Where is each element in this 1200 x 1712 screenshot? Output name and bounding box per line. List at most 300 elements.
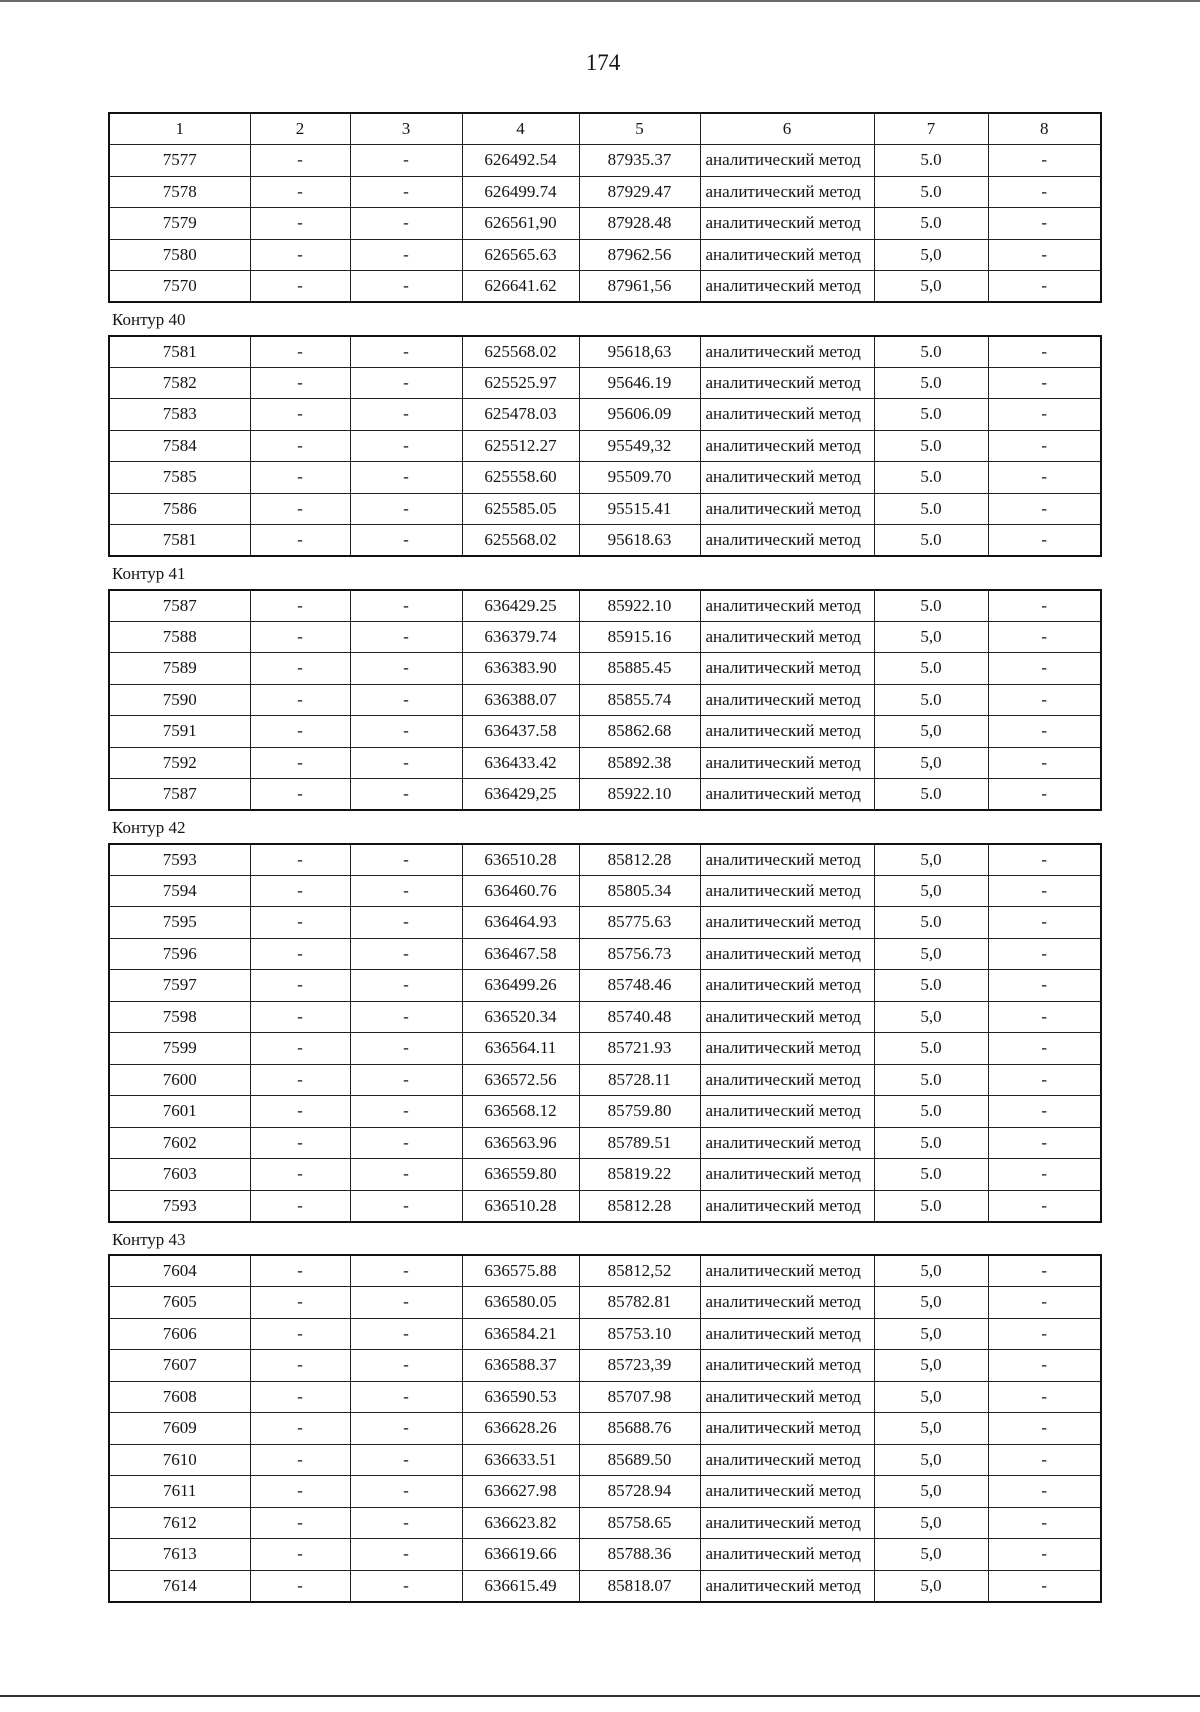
col2-cell: -	[250, 1413, 350, 1445]
accuracy-cell: 5.0	[874, 145, 988, 177]
y-coordinate-cell: 85819.22	[579, 1159, 700, 1191]
method-cell: аналитический метод	[700, 462, 874, 494]
col8-cell: -	[988, 907, 1101, 939]
col2-cell: -	[250, 493, 350, 525]
col3-cell: -	[350, 1350, 462, 1382]
table-row	[109, 1001, 1101, 1033]
table-row	[109, 399, 1101, 431]
col2-cell: -	[250, 367, 350, 399]
accuracy-cell: 5.0	[874, 653, 988, 685]
col8-cell: -	[988, 621, 1101, 653]
col2-cell: -	[250, 844, 350, 876]
y-coordinate-cell: 85922.10	[579, 779, 700, 811]
col8-cell: -	[988, 399, 1101, 431]
accuracy-cell: 5.0	[874, 970, 988, 1002]
accuracy-cell: 5.0	[874, 336, 988, 368]
col3-cell: -	[350, 1413, 462, 1445]
x-coordinate-cell: 636520.34	[462, 1001, 579, 1033]
point-number-cell: 7584	[109, 430, 250, 462]
method-cell: аналитический метод	[700, 176, 874, 208]
x-coordinate-cell: 626499.74	[462, 176, 579, 208]
x-coordinate-cell: 625525.97	[462, 367, 579, 399]
scan-edge-line-top	[0, 0, 1200, 2]
col3-cell: -	[350, 747, 462, 779]
col8-cell: -	[988, 844, 1101, 876]
accuracy-cell: 5,0	[874, 1001, 988, 1033]
y-coordinate-cell: 85775.63	[579, 907, 700, 939]
method-cell: аналитический метод	[700, 1507, 874, 1539]
accuracy-cell: 5,0	[874, 1507, 988, 1539]
method-cell: аналитический метод	[700, 1318, 874, 1350]
header-row	[109, 113, 1101, 145]
col8-cell: -	[988, 875, 1101, 907]
point-number-cell: 7614	[109, 1570, 250, 1602]
point-number-cell: 7585	[109, 462, 250, 494]
col8-cell: -	[988, 1507, 1101, 1539]
accuracy-cell: 5,0	[874, 1444, 988, 1476]
table-row	[109, 907, 1101, 939]
col8-cell: -	[988, 590, 1101, 622]
x-coordinate-cell: 625585.05	[462, 493, 579, 525]
table-row	[109, 938, 1101, 970]
table-row	[109, 653, 1101, 685]
col3-cell: -	[350, 1033, 462, 1065]
col2-cell: -	[250, 875, 350, 907]
y-coordinate-cell: 85915.16	[579, 621, 700, 653]
col8-cell: -	[988, 1255, 1101, 1287]
x-coordinate-cell: 636429.25	[462, 590, 579, 622]
table-row	[109, 590, 1101, 622]
point-number-cell: 7587	[109, 590, 250, 622]
col2-cell: -	[250, 145, 350, 177]
table-row	[109, 684, 1101, 716]
accuracy-cell: 5,0	[874, 1255, 988, 1287]
col2-cell: -	[250, 1127, 350, 1159]
point-number-cell: 7604	[109, 1255, 250, 1287]
method-cell: аналитический метод	[700, 1096, 874, 1128]
col8-cell: -	[988, 970, 1101, 1002]
x-coordinate-cell: 626641.62	[462, 271, 579, 303]
method-cell: аналитический метод	[700, 907, 874, 939]
col3-cell: -	[350, 430, 462, 462]
point-number-cell: 7608	[109, 1381, 250, 1413]
col3-cell: -	[350, 907, 462, 939]
y-coordinate-cell: 85748.46	[579, 970, 700, 1002]
y-coordinate-cell: 85759.80	[579, 1096, 700, 1128]
col8-cell: -	[988, 1001, 1101, 1033]
table-row	[109, 367, 1101, 399]
col2-cell: -	[250, 590, 350, 622]
col2-cell: -	[250, 970, 350, 1002]
col2-cell: -	[250, 525, 350, 557]
method-cell: аналитический метод	[700, 1255, 874, 1287]
col3-cell: -	[350, 271, 462, 303]
point-number-cell: 7596	[109, 938, 250, 970]
x-coordinate-cell: 636590.53	[462, 1381, 579, 1413]
method-cell: аналитический метод	[700, 1033, 874, 1065]
point-number-cell: 7586	[109, 493, 250, 525]
y-coordinate-cell: 85892.38	[579, 747, 700, 779]
method-cell: аналитический метод	[700, 779, 874, 811]
y-coordinate-cell: 85707.98	[579, 1381, 700, 1413]
x-coordinate-cell: 636467.58	[462, 938, 579, 970]
col8-cell: -	[988, 1413, 1101, 1445]
point-number-cell: 7589	[109, 653, 250, 685]
y-coordinate-cell: 87929.47	[579, 176, 700, 208]
col3-cell: -	[350, 1570, 462, 1602]
col3-cell: -	[350, 1381, 462, 1413]
col2-cell: -	[250, 1539, 350, 1571]
col8-cell: -	[988, 938, 1101, 970]
col8-cell: -	[988, 462, 1101, 494]
point-number-cell: 7610	[109, 1444, 250, 1476]
x-coordinate-cell: 636619.66	[462, 1539, 579, 1571]
point-number-cell: 7602	[109, 1127, 250, 1159]
y-coordinate-cell: 85788.36	[579, 1539, 700, 1571]
x-coordinate-cell: 636510.28	[462, 844, 579, 876]
col2-cell: -	[250, 747, 350, 779]
col8-cell: -	[988, 779, 1101, 811]
accuracy-cell: 5.0	[874, 525, 988, 557]
col2-cell: -	[250, 1033, 350, 1065]
point-number-cell: 7590	[109, 684, 250, 716]
point-number-cell: 7582	[109, 367, 250, 399]
contour-label: Контур 42	[112, 818, 186, 837]
col2-cell: -	[250, 462, 350, 494]
col2-cell: -	[250, 1350, 350, 1382]
point-number-cell: 7597	[109, 970, 250, 1002]
col3-cell: -	[350, 1159, 462, 1191]
col2-cell: -	[250, 716, 350, 748]
accuracy-cell: 5,0	[874, 938, 988, 970]
col8-cell: -	[988, 145, 1101, 177]
col8-cell: -	[988, 1318, 1101, 1350]
x-coordinate-cell: 636623.82	[462, 1507, 579, 1539]
x-coordinate-cell: 636627.98	[462, 1476, 579, 1508]
accuracy-cell: 5,0	[874, 239, 988, 271]
y-coordinate-cell: 87962.56	[579, 239, 700, 271]
y-coordinate-cell: 85818.07	[579, 1570, 700, 1602]
method-cell: аналитический метод	[700, 1159, 874, 1191]
header-cell-2: 2	[250, 113, 350, 145]
col3-cell: -	[350, 525, 462, 557]
col2-cell: -	[250, 1096, 350, 1128]
y-coordinate-cell: 85862.68	[579, 716, 700, 748]
col2-cell: -	[250, 1318, 350, 1350]
col2-cell: -	[250, 653, 350, 685]
method-cell: аналитический метод	[700, 844, 874, 876]
col3-cell: -	[350, 875, 462, 907]
method-cell: аналитический метод	[700, 1381, 874, 1413]
method-cell: аналитический метод	[700, 1413, 874, 1445]
point-number-cell: 7577	[109, 145, 250, 177]
y-coordinate-cell: 85922.10	[579, 590, 700, 622]
header-cell-6: 6	[700, 113, 874, 145]
col2-cell: -	[250, 1476, 350, 1508]
accuracy-cell: 5.0	[874, 399, 988, 431]
col2-cell: -	[250, 271, 350, 303]
method-cell: аналитический метод	[700, 875, 874, 907]
x-coordinate-cell: 636633.51	[462, 1444, 579, 1476]
accuracy-cell: 5.0	[874, 493, 988, 525]
accuracy-cell: 5,0	[874, 1287, 988, 1319]
y-coordinate-cell: 95549,32	[579, 430, 700, 462]
col3-cell: -	[350, 938, 462, 970]
col8-cell: -	[988, 1476, 1101, 1508]
method-cell: аналитический метод	[700, 430, 874, 462]
accuracy-cell: 5,0	[874, 1413, 988, 1445]
table-row	[109, 493, 1101, 525]
table-row	[109, 271, 1101, 303]
y-coordinate-cell: 85812,52	[579, 1255, 700, 1287]
method-cell: аналитический метод	[700, 271, 874, 303]
col2-cell: -	[250, 1507, 350, 1539]
accuracy-cell: 5,0	[874, 716, 988, 748]
accuracy-cell: 5.0	[874, 907, 988, 939]
point-number-cell: 7593	[109, 1190, 250, 1222]
table-row	[109, 1159, 1101, 1191]
header-cell-4: 4	[462, 113, 579, 145]
table-row	[109, 779, 1101, 811]
point-number-cell: 7603	[109, 1159, 250, 1191]
header-cell-8: 8	[988, 113, 1101, 145]
table-row	[109, 176, 1101, 208]
x-coordinate-cell: 625512.27	[462, 430, 579, 462]
accuracy-cell: 5,0	[874, 1570, 988, 1602]
point-number-cell: 7595	[109, 907, 250, 939]
point-number-cell: 7600	[109, 1064, 250, 1096]
col8-cell: -	[988, 430, 1101, 462]
col3-cell: -	[350, 1539, 462, 1571]
accuracy-cell: 5.0	[874, 176, 988, 208]
x-coordinate-cell: 636575.88	[462, 1255, 579, 1287]
x-coordinate-cell: 625568.02	[462, 336, 579, 368]
x-coordinate-cell: 626492.54	[462, 145, 579, 177]
col3-cell: -	[350, 145, 462, 177]
accuracy-cell: 5.0	[874, 1064, 988, 1096]
col2-cell: -	[250, 907, 350, 939]
col2-cell: -	[250, 684, 350, 716]
table-row	[109, 145, 1101, 177]
point-number-cell: 7601	[109, 1096, 250, 1128]
col2-cell: -	[250, 779, 350, 811]
table-row	[109, 1476, 1101, 1508]
col8-cell: -	[988, 747, 1101, 779]
point-number-cell: 7591	[109, 716, 250, 748]
col8-cell: -	[988, 716, 1101, 748]
method-cell: аналитический метод	[700, 208, 874, 240]
method-cell: аналитический метод	[700, 747, 874, 779]
x-coordinate-cell: 636464.93	[462, 907, 579, 939]
col2-cell: -	[250, 208, 350, 240]
table-row	[109, 1190, 1101, 1222]
table-row	[109, 462, 1101, 494]
y-coordinate-cell: 85728.94	[579, 1476, 700, 1508]
col8-cell: -	[988, 1190, 1101, 1222]
point-number-cell: 7598	[109, 1001, 250, 1033]
col3-cell: -	[350, 1318, 462, 1350]
method-cell: аналитический метод	[700, 493, 874, 525]
point-number-cell: 7588	[109, 621, 250, 653]
accuracy-cell: 5.0	[874, 1190, 988, 1222]
method-cell: аналитический метод	[700, 1570, 874, 1602]
point-number-cell: 7612	[109, 1507, 250, 1539]
point-number-cell: 7599	[109, 1033, 250, 1065]
accuracy-cell: 5.0	[874, 590, 988, 622]
x-coordinate-cell: 636563.96	[462, 1127, 579, 1159]
method-cell: аналитический метод	[700, 399, 874, 431]
col3-cell: -	[350, 779, 462, 811]
y-coordinate-cell: 95606.09	[579, 399, 700, 431]
header-cell-5: 5	[579, 113, 700, 145]
col3-cell: -	[350, 1064, 462, 1096]
coordinates-table	[108, 589, 1102, 812]
col3-cell: -	[350, 1287, 462, 1319]
table-row	[109, 1127, 1101, 1159]
y-coordinate-cell: 87928.48	[579, 208, 700, 240]
x-coordinate-cell: 636429,25	[462, 779, 579, 811]
table-row	[109, 1318, 1101, 1350]
col3-cell: -	[350, 716, 462, 748]
header-cell-1: 1	[109, 113, 250, 145]
point-number-cell: 7592	[109, 747, 250, 779]
table-row	[109, 430, 1101, 462]
method-cell: аналитический метод	[700, 1287, 874, 1319]
accuracy-cell: 5,0	[874, 1318, 988, 1350]
table-row	[109, 1539, 1101, 1571]
col2-cell: -	[250, 1190, 350, 1222]
table-row	[109, 1255, 1101, 1287]
col3-cell: -	[350, 970, 462, 1002]
method-cell: аналитический метод	[700, 1001, 874, 1033]
accuracy-cell: 5,0	[874, 271, 988, 303]
x-coordinate-cell: 625568.02	[462, 525, 579, 557]
method-cell: аналитический метод	[700, 621, 874, 653]
method-cell: аналитический метод	[700, 1350, 874, 1382]
y-coordinate-cell: 85753.10	[579, 1318, 700, 1350]
x-coordinate-cell: 636379.74	[462, 621, 579, 653]
y-coordinate-cell: 85728.11	[579, 1064, 700, 1096]
accuracy-cell: 5.0	[874, 779, 988, 811]
accuracy-cell: 5,0	[874, 1381, 988, 1413]
x-coordinate-cell: 636499.26	[462, 970, 579, 1002]
method-cell: аналитический метод	[700, 653, 874, 685]
y-coordinate-cell: 85812.28	[579, 1190, 700, 1222]
y-coordinate-cell: 95618.63	[579, 525, 700, 557]
col8-cell: -	[988, 684, 1101, 716]
col8-cell: -	[988, 208, 1101, 240]
y-coordinate-cell: 85723,39	[579, 1350, 700, 1382]
col3-cell: -	[350, 590, 462, 622]
table-row	[109, 1413, 1101, 1445]
x-coordinate-cell: 625558.60	[462, 462, 579, 494]
col8-cell: -	[988, 1096, 1101, 1128]
accuracy-cell: 5.0	[874, 1033, 988, 1065]
table-row	[109, 970, 1101, 1002]
method-cell: аналитический метод	[700, 1064, 874, 1096]
col2-cell: -	[250, 239, 350, 271]
col2-cell: -	[250, 938, 350, 970]
table-row	[109, 621, 1101, 653]
x-coordinate-cell: 626561,90	[462, 208, 579, 240]
y-coordinate-cell: 95509.70	[579, 462, 700, 494]
col8-cell: -	[988, 1127, 1101, 1159]
y-coordinate-cell: 85789.51	[579, 1127, 700, 1159]
accuracy-cell: 5,0	[874, 1476, 988, 1508]
x-coordinate-cell: 636572.56	[462, 1064, 579, 1096]
accuracy-cell: 5,0	[874, 875, 988, 907]
col8-cell: -	[988, 1033, 1101, 1065]
y-coordinate-cell: 85805.34	[579, 875, 700, 907]
col3-cell: -	[350, 621, 462, 653]
method-cell: аналитический метод	[700, 336, 874, 368]
y-coordinate-cell: 85855.74	[579, 684, 700, 716]
table-row	[109, 747, 1101, 779]
col8-cell: -	[988, 1570, 1101, 1602]
table-row	[109, 208, 1101, 240]
point-number-cell: 7611	[109, 1476, 250, 1508]
y-coordinate-cell: 95515.41	[579, 493, 700, 525]
col2-cell: -	[250, 1064, 350, 1096]
point-number-cell: 7579	[109, 208, 250, 240]
col8-cell: -	[988, 1350, 1101, 1382]
x-coordinate-cell: 636510.28	[462, 1190, 579, 1222]
method-cell: аналитический метод	[700, 1127, 874, 1159]
point-number-cell: 7581	[109, 336, 250, 368]
point-number-cell: 7578	[109, 176, 250, 208]
coordinates-table-area	[108, 112, 1100, 1603]
col3-cell: -	[350, 493, 462, 525]
col8-cell: -	[988, 525, 1101, 557]
x-coordinate-cell: 636588.37	[462, 1350, 579, 1382]
accuracy-cell: 5.0	[874, 1127, 988, 1159]
point-number-cell: 7594	[109, 875, 250, 907]
col3-cell: -	[350, 684, 462, 716]
col3-cell: -	[350, 336, 462, 368]
accuracy-cell: 5.0	[874, 367, 988, 399]
method-cell: аналитический метод	[700, 1539, 874, 1571]
col8-cell: -	[988, 271, 1101, 303]
col2-cell: -	[250, 176, 350, 208]
x-coordinate-cell: 625478.03	[462, 399, 579, 431]
method-cell: аналитический метод	[700, 367, 874, 399]
col2-cell: -	[250, 336, 350, 368]
col3-cell: -	[350, 1190, 462, 1222]
method-cell: аналитический метод	[700, 938, 874, 970]
x-coordinate-cell: 636564.11	[462, 1033, 579, 1065]
col8-cell: -	[988, 239, 1101, 271]
accuracy-cell: 5.0	[874, 430, 988, 462]
col3-cell: -	[350, 1444, 462, 1476]
table-row	[109, 844, 1101, 876]
col3-cell: -	[350, 844, 462, 876]
accuracy-cell: 5.0	[874, 462, 988, 494]
col3-cell: -	[350, 1507, 462, 1539]
col2-cell: -	[250, 1381, 350, 1413]
col8-cell: -	[988, 1539, 1101, 1571]
page-number: 174	[585, 50, 621, 75]
col3-cell: -	[350, 1127, 462, 1159]
point-number-cell: 7570	[109, 271, 250, 303]
coordinates-table	[108, 1254, 1102, 1603]
col3-cell: -	[350, 208, 462, 240]
coordinates-table	[108, 335, 1102, 558]
col2-cell: -	[250, 1444, 350, 1476]
accuracy-cell: 5.0	[874, 1096, 988, 1128]
point-number-cell: 7607	[109, 1350, 250, 1382]
point-number-cell: 7593	[109, 844, 250, 876]
accuracy-cell: 5,0	[874, 844, 988, 876]
